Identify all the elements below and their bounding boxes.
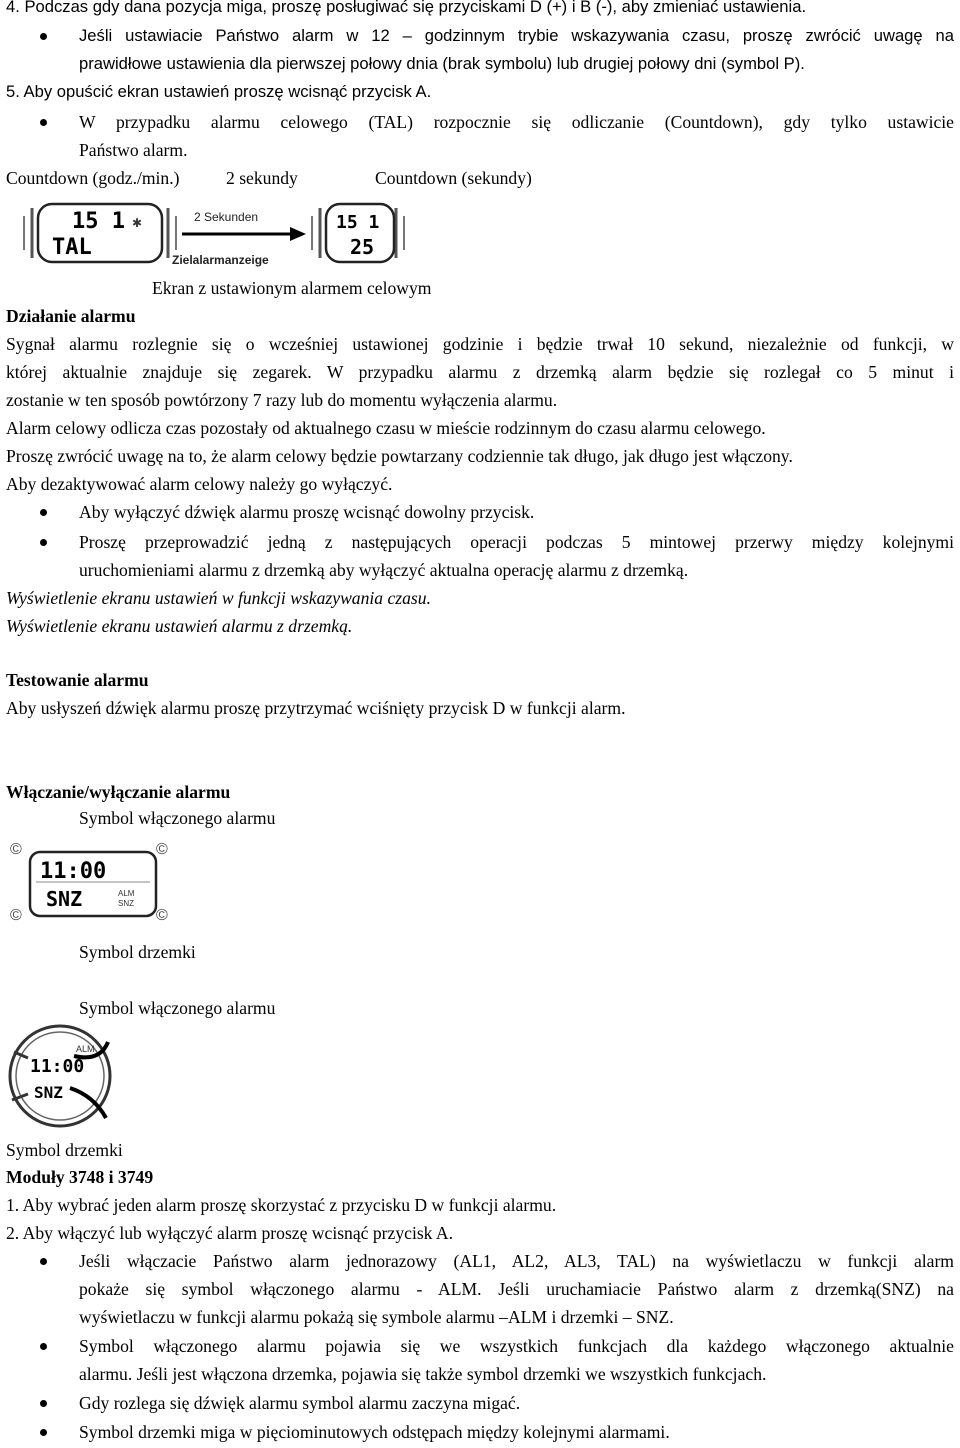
alarm-bullet2-line1: Proszę przeprowadzić jedną z następujących operacji podczas 5 mintowej przerwy między kolejnymi <box>79 532 954 552</box>
label-snooze-symbol-1: Symbol drzemki <box>79 942 196 962</box>
lcd4-time: 11:00 <box>30 1056 85 1077</box>
modules-b1-line3: wyświetlaczu w funkcji alarmu pokażą się symbole alarmu –ALM i drzemki – SNZ. <box>79 1307 674 1327</box>
label-alarm-on-symbol-2: Symbol włączonego alarmu <box>79 998 276 1018</box>
alarm-p1-line1: Sygnał alarmu rozlegnie się o wcześniej ustawionej godzinie i będzie trwał 10 sekund, niezależnie od funkcji, w <box>6 334 954 354</box>
bullet-marker <box>40 119 47 126</box>
step-4-text: 4. Podczas gdy dana pozycja miga, proszę posługiwać się przyciskami D (+) i B (-), aby zmieniać ustawienia. <box>6 0 807 16</box>
svg-text:©: © <box>10 841 22 858</box>
countdown-seconds-label: Countdown (sekundy) <box>375 168 532 188</box>
modules-step1: 1. Aby wybrać jeden alarm proszę skorzystać z przycisku D w funkcji alarmu. <box>6 1195 557 1215</box>
svg-text:©: © <box>156 841 168 858</box>
bullet-marker <box>40 1429 47 1436</box>
bullet-marker <box>40 1400 47 1407</box>
svg-text:©: © <box>10 907 22 924</box>
bullet-12h-line2: prawidłowe ustawienia dla pierwszej połowy dnia (brak symbolu) lub drugiej połowy dni (symbol P). <box>79 54 805 73</box>
bullet-marker <box>40 33 47 40</box>
lcd3-snooze-text: SNZ <box>46 887 83 911</box>
modules-step2: 2. Aby włączyć lub wyłączyć alarm proszę wcisnąć przycisk A. <box>6 1223 454 1243</box>
modules-b2-line2: alarmu. Jeśli jest włączona drzemka, pojawia się także symbol drzemki we wszystkich funkcjach. <box>79 1364 767 1384</box>
target-alarm-countdown-figure <box>20 194 410 276</box>
svg-text:✱: ✱ <box>132 216 143 230</box>
figure1-caption: Ekran z ustawionym alarmem celowym <box>152 278 432 298</box>
alarm-test-text: Aby usłyszeń dźwięk alarmu proszę przytrzymać wciśnięty przycisk D w funkcji alarm. <box>6 698 626 718</box>
italic-note-1: Wyświetlenie ekranu ustawień w funkcji wskazywania czasu. <box>6 588 431 608</box>
modules-b3: Gdy rozlega się dźwięk alarmu symbol alarmu zaczyna migać. <box>79 1393 521 1413</box>
section-heading-alarm-operation: Działanie alarmu <box>6 306 136 326</box>
arrow-2-seconds <box>172 210 306 267</box>
alarm-p2-line3: Aby dezaktywować alarm celowy należy go wyłączyć. <box>6 474 393 494</box>
lcd1-top-digits: 15 1 <box>72 209 125 234</box>
alarm-p2-line1: Alarm celowy odlicza czas pozostały od aktualnego czasu w mieście rodzinnym do czasu alarmu celowego. <box>6 418 766 438</box>
lcd-display-1 <box>24 204 176 262</box>
modules-b4: Symbol drzemki miga w pięciominutowych odstępach między kolejnymi alarmami. <box>79 1422 670 1442</box>
modules-b1-line1: Jeśli włączacie Państwo alarm jednorazowy (AL1, AL2, AL3, TAL) na wyświetlaczu w funkcji alarm <box>79 1251 954 1271</box>
lcd1-bottom-text: TAL <box>52 235 92 260</box>
lcd-display-alarm-snooze-1 <box>6 830 178 936</box>
lcd3-time: 11:00 <box>40 859 107 884</box>
svg-text:©: © <box>156 907 168 924</box>
section-heading-modules: Moduły 3748 i 3749 <box>6 1167 154 1187</box>
lcd4-alarm-symbol: ALM <box>76 1044 95 1054</box>
countdown-hours-label: Countdown (godz./min.) <box>6 168 180 188</box>
label-snooze-symbol-2: Symbol drzemki <box>6 1140 123 1160</box>
modules-b2-line1: Symbol włączonego alarmu pojawia się we wszystkich funkcjach dla każdego włączonego aktualnie <box>79 1336 954 1356</box>
alarm-bullet2-line2: uruchomieniami alarmu z drzemką aby wyłączyć aktualna operację alarmu z drzemką. <box>79 560 689 580</box>
lcd4-snooze-text: SNZ <box>34 1083 63 1102</box>
section-heading-alarm-toggle: Włączanie/wyłączanie alarmu <box>6 782 231 802</box>
label-alarm-on-symbol-1: Symbol włączonego alarmu <box>79 808 276 828</box>
bullet-marker <box>40 539 47 546</box>
bullet-marker <box>40 1343 47 1350</box>
step-5-text: 5. Aby opuścić ekran ustawień proszę wcisnąć przycisk A. <box>6 82 432 101</box>
bullet-marker <box>40 1258 47 1265</box>
alarm-p2-line2: Proszę zwrócić uwagę na to, że alarm celowy będzie powtarzany codziennie tak długo, jak długo jest włączony. <box>6 446 793 466</box>
italic-note-2: Wyświetlenie ekranu ustawień alarmu z drzemką. <box>6 616 353 636</box>
arrow-label: 2 Sekunden <box>194 210 259 224</box>
lcd-display-alarm-snooze-2 <box>4 1022 134 1130</box>
section-heading-alarm-test: Testowanie alarmu <box>6 670 149 690</box>
bullet-12h-line1: Jeśli ustawiacie Państwo alarm w 12 – godzinnym trybie wskazywania czasu, proszę zwrócić uwagę na <box>79 26 954 45</box>
bullet-tal-line2: Państwo alarm. <box>79 140 188 160</box>
alarm-bullet1: Aby wyłączyć dźwięk alarmu proszę wcisnąć dowolny przycisk. <box>79 502 535 522</box>
lcd2-bottom-digits: 25 <box>350 235 375 259</box>
arrow-sublabel: Zielalarmanzeige <box>172 253 269 267</box>
bullet-marker <box>40 509 47 516</box>
countdown-2s-label: 2 sekundy <box>226 168 298 188</box>
lcd2-top-digits: 15 1 <box>336 212 380 233</box>
bullet-tal-line1: W przypadku alarmu celowego (TAL) rozpocznie się odliczanie (Countdown), gdy tylko ustawicie <box>79 112 954 132</box>
lcd3-alarm-symbol: ALM <box>118 889 135 898</box>
modules-b1-line2: pokaże się symbol włączonego alarmu - ALM. Jeśli uruchamiacie Państwo alarm z drzemką(SNZ) na <box>79 1279 954 1299</box>
lcd-display-2 <box>312 204 404 262</box>
lcd3-snooze-symbol: SNZ <box>118 899 134 908</box>
alarm-p1-line3: zostanie w ten sposób powtórzony 7 razy lub do momentu wyłączenia alarmu. <box>6 390 558 410</box>
alarm-p1-line2: której aktualnie znajduje się zegarek. W przypadku alarmu z drzemką alarm będzie się rozlegał co 5 minut i <box>6 362 954 382</box>
